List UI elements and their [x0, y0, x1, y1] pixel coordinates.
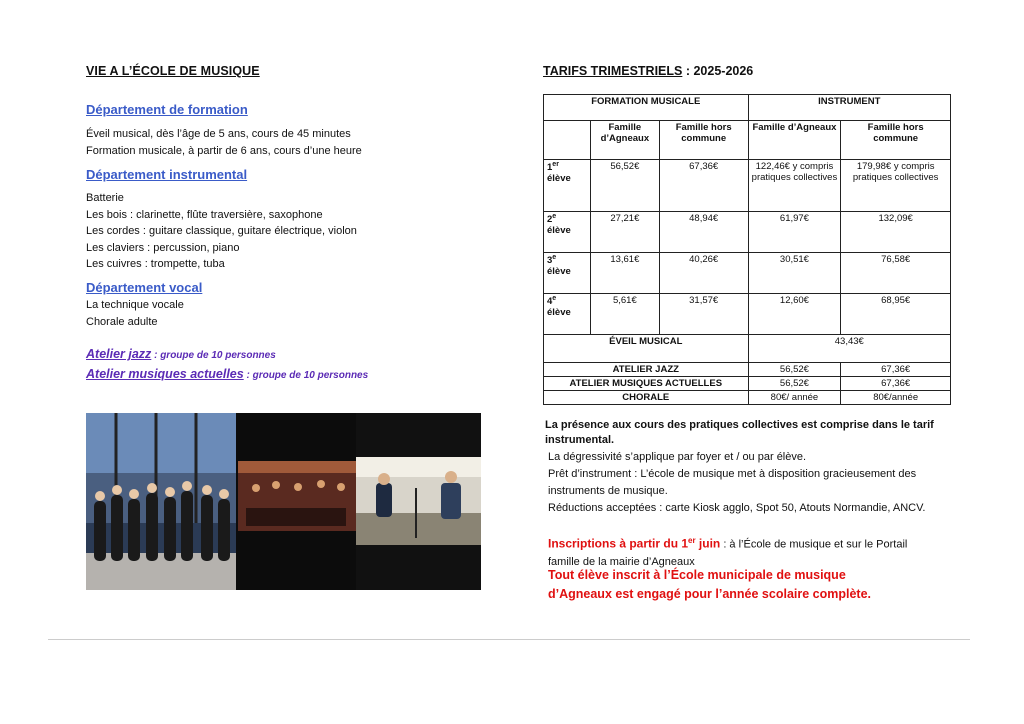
atelier-ma-name: Atelier musiques actuelles: [86, 367, 244, 381]
instrumental-line: Les claviers : percussion, piano: [86, 241, 240, 254]
eveil-row: [544, 335, 951, 363]
table-header-row: [544, 95, 951, 121]
dept-instrumental-lines: [86, 190, 357, 273]
tarifs-table: [543, 94, 951, 405]
row-label: 2e élève: [544, 212, 591, 253]
inscriptions-red: Inscriptions à partir du 1: [548, 536, 689, 551]
formation-line: Éveil musical, dès l’âge de 5 ans, cours de 45 minutes: [86, 128, 351, 140]
table-cell: 132,09€: [841, 212, 951, 253]
atelier-jazz-name: Atelier jazz: [86, 347, 152, 361]
table-cell: 67,36€: [659, 160, 748, 212]
dept-vocal-heading: Département vocal: [86, 280, 203, 295]
left-title: VIE A L’ÉCOLE DE MUSIQUE: [86, 64, 260, 78]
instrumental-line: Les bois : clarinette, flûte traversière, saxophone: [86, 208, 323, 221]
extra-value: 80€/année: [841, 391, 951, 405]
table-cell: 5,61€: [590, 294, 659, 335]
instrumental-line: Les cuivres : trompette, tuba: [86, 258, 225, 270]
table-cell: 76,58€: [841, 253, 951, 294]
extra-value: 80€/ année: [748, 391, 841, 405]
extra-label: ATELIER MUSIQUES ACTUELLES: [544, 377, 749, 391]
extra-value: 67,36€: [841, 363, 951, 377]
table-cell: 56,52€: [590, 160, 659, 212]
table-row: [544, 212, 951, 253]
right-title: [543, 64, 753, 78]
inscriptions-sup: er: [688, 536, 696, 545]
page-divider: [48, 639, 970, 640]
table-cell: 48,94€: [659, 212, 748, 253]
table-cell: 68,95€: [841, 294, 951, 335]
table-cell: 40,26€: [659, 253, 748, 294]
table-cell: 27,21€: [590, 212, 659, 253]
table-cell: 31,57€: [659, 294, 748, 335]
dept-instrumental-heading: Département instrumental: [86, 167, 248, 182]
vocal-line: La technique vocale: [86, 299, 184, 311]
note-line: La dégressivité s’applique par foyer et / ou par élève.: [548, 451, 807, 463]
sub-inst-agneaux: Famille d’Agneaux: [748, 121, 841, 160]
sub-fm-hors: Famille hors commune: [659, 121, 748, 160]
empty-cell: [544, 121, 591, 160]
inscriptions: [548, 532, 928, 571]
note-bold: La présence aux cours des pratiques collectives est comprise dans le tarif instrumental.: [545, 419, 934, 446]
table-cell: 30,51€: [748, 253, 841, 294]
note-line: Réductions acceptées : carte Kiosk agglo, Spot 50, Atouts Normandie, ANCV.: [548, 502, 926, 514]
notes-block: [548, 449, 928, 517]
tarifs-year: : 2025-2026: [682, 64, 754, 78]
extra-label: CHORALE: [544, 391, 749, 405]
eveil-value: 43,43€: [748, 335, 950, 363]
extra-label: ATELIER JAZZ: [544, 363, 749, 377]
eveil-label: ÉVEIL MUSICAL: [544, 335, 749, 363]
row-label: 1er élève: [544, 160, 591, 212]
header-instrument: INSTRUMENT: [748, 95, 950, 121]
atelier-jazz: [86, 347, 276, 361]
table-subheader-row: [544, 121, 951, 160]
table-cell: 179,98€ y compris pratiques collectives: [841, 160, 951, 212]
extra-value: 56,52€: [748, 377, 841, 391]
photo-collage: [86, 413, 481, 590]
table-cell: 61,97€: [748, 212, 841, 253]
inscriptions-red2: juin: [695, 536, 721, 551]
note-line: Prêt d’instrument : L’école de musique met à disposition gracieusement des instruments de musique.: [548, 468, 917, 497]
table-row: [544, 160, 951, 212]
dept-formation-heading: Département de formation: [86, 102, 248, 117]
final-notice: Tout élève inscrit à l’École municipale de musique d’Agneaux est engagé pour l’année scolaire complète.: [548, 568, 872, 601]
table-cell: 13,61€: [590, 253, 659, 294]
table-row: [544, 253, 951, 294]
instrumental-line: Batterie: [86, 192, 124, 204]
tarifs-title: TARIFS TRIMESTRIELS: [543, 64, 683, 78]
dept-formation-lines: [86, 126, 362, 159]
table-cell: 12,60€: [748, 294, 841, 335]
vocal-line: Chorale adulte: [86, 315, 158, 328]
table-cell: 122,46€ y compris pratiques collectives: [748, 160, 841, 212]
sub-fm-agneaux: Famille d’Agneaux: [590, 121, 659, 160]
extra-row: [544, 363, 951, 377]
extra-row: [544, 377, 951, 391]
extra-row: [544, 391, 951, 405]
atelier-musiques-actuelles: [86, 367, 368, 381]
extra-value: 67,36€: [841, 377, 951, 391]
inscriptions-rest: : à l’École de musique et sur le Portail famille de la mairie d’Agneaux: [548, 538, 908, 568]
dept-vocal-lines: [86, 297, 184, 330]
row-label: 3e élève: [544, 253, 591, 294]
extra-value: 56,52€: [748, 363, 841, 377]
formation-line: Formation musicale, à partir de 6 ans, cours d’une heure: [86, 144, 362, 157]
header-formation: FORMATION MUSICALE: [544, 95, 749, 121]
photo-collage-graphic: [86, 413, 481, 590]
sub-inst-hors: Famille hors commune: [841, 121, 951, 160]
row-label: 4e élève: [544, 294, 591, 335]
atelier-ma-desc: : groupe de 10 personnes: [243, 370, 369, 381]
instrumental-line: Les cordes : guitare classique, guitare électrique, violon: [86, 225, 357, 237]
table-row: [544, 294, 951, 335]
atelier-jazz-desc: : groupe de 10 personnes: [151, 350, 276, 361]
